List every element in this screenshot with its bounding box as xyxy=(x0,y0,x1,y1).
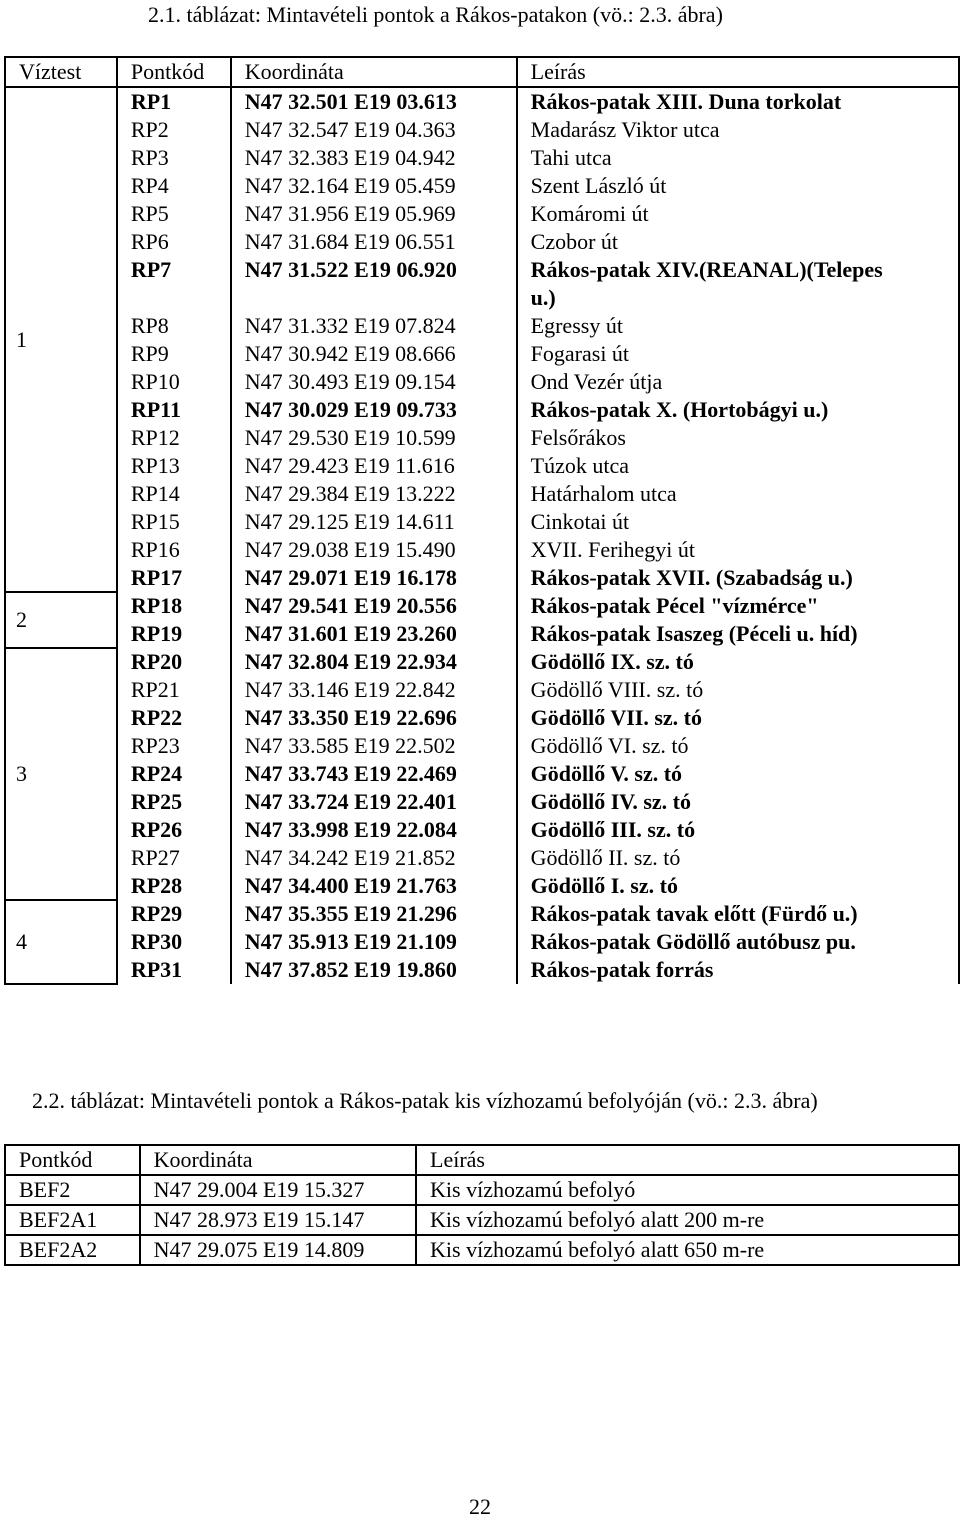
coordinate-cell: N47 29.530 E19 10.599 xyxy=(231,424,517,452)
description-cell xyxy=(517,900,959,928)
coordinate-cell: N47 33.724 E19 22.401 xyxy=(231,788,517,816)
description-text: Rákos-patak forrás xyxy=(530,957,714,982)
description-text: Gödöllő VII. sz. tó xyxy=(530,705,703,730)
coordinate-cell: N47 29.541 E19 20.556 xyxy=(231,592,517,620)
point-code-cell: BEF2A2 xyxy=(5,1235,140,1265)
coordinate-cell: N47 34.400 E19 21.763 xyxy=(231,872,517,900)
description-text: Felsőrákos xyxy=(530,425,626,450)
description-text: Rákos-patak Pécel "vízmérce" xyxy=(530,593,819,618)
description-cell xyxy=(517,928,959,956)
coordinate-cell: N47 33.998 E19 22.084 xyxy=(231,816,517,844)
coordinate-cell: N47 30.493 E19 09.154 xyxy=(231,368,517,396)
description-cell xyxy=(517,844,959,872)
description-cell xyxy=(517,592,959,620)
description-cell xyxy=(517,256,959,312)
coordinate-cell: N47 33.350 E19 22.696 xyxy=(231,704,517,732)
table-row xyxy=(5,116,959,144)
coordinate-cell: N47 29.071 E19 16.178 xyxy=(231,564,517,592)
description-text: Gödöllő V. sz. tó xyxy=(530,761,683,786)
description-cell xyxy=(517,340,959,368)
table2-caption: 2.2. táblázat: Mintavételi pontok a Rákos-patak kis vízhozamú befolyóján (vö.: 2.3. ábra) xyxy=(32,1088,818,1113)
point-code-cell: RP13 xyxy=(117,452,231,480)
waterbody-cell: 4 xyxy=(5,900,117,984)
point-code-cell: RP16 xyxy=(117,536,231,564)
point-code-cell: RP2 xyxy=(117,116,231,144)
description-cell xyxy=(517,116,959,144)
table-row xyxy=(5,816,959,844)
description-cell xyxy=(517,816,959,844)
point-code-cell: RP24 xyxy=(117,760,231,788)
coordinate-cell: N47 29.075 E19 14.809 xyxy=(140,1235,416,1265)
column-header: Pontkód xyxy=(117,57,231,87)
waterbody-cell: 2 xyxy=(5,592,117,648)
table-row xyxy=(5,87,959,116)
point-code-cell: RP6 xyxy=(117,228,231,256)
table-row xyxy=(5,872,959,900)
description-text: Rákos-patak XVII. (Szabadság u.) xyxy=(530,565,853,590)
column-header: Pontkód xyxy=(5,1145,140,1175)
table1-caption: 2.1. táblázat: Mintavételi pontok a Rákos-patakon (vö.: 2.3. ábra) xyxy=(148,2,723,27)
coordinate-cell: N47 32.501 E19 03.613 xyxy=(231,87,517,116)
point-code-cell: RP25 xyxy=(117,788,231,816)
description-cell xyxy=(517,872,959,900)
point-code-cell: RP23 xyxy=(117,732,231,760)
description-text: Gödöllő IX. sz. tó xyxy=(530,649,694,674)
table-row xyxy=(5,732,959,760)
coordinate-cell: N47 28.973 E19 15.147 xyxy=(140,1205,416,1235)
table-row xyxy=(5,788,959,816)
description-text: Gödöllő II. sz. tó xyxy=(530,845,681,870)
coordinate-cell: N47 37.852 E19 19.860 xyxy=(231,956,517,984)
table-row xyxy=(5,900,959,928)
coordinate-cell: N47 35.355 E19 21.296 xyxy=(231,900,517,928)
description-text: Gödöllő IV. sz. tó xyxy=(530,789,692,814)
point-code-cell: RP5 xyxy=(117,200,231,228)
table-row xyxy=(5,648,959,676)
coordinate-cell: N47 31.684 E19 06.551 xyxy=(231,228,517,256)
table-row xyxy=(5,956,959,984)
description-text: Rákos-patak X. (Hortobágyi u.) xyxy=(530,397,829,422)
point-code-cell: RP28 xyxy=(117,872,231,900)
table-row xyxy=(5,144,959,172)
coordinate-cell: N47 29.384 E19 13.222 xyxy=(231,480,517,508)
description-cell xyxy=(517,452,959,480)
table-row xyxy=(5,396,959,424)
point-code-cell: RP30 xyxy=(117,928,231,956)
description-cell xyxy=(517,508,959,536)
coordinate-cell: N47 31.601 E19 23.260 xyxy=(231,620,517,648)
table-row xyxy=(5,424,959,452)
description-cell: Kis vízhozamú befolyó alatt 650 m-re xyxy=(416,1235,959,1265)
description-cell xyxy=(517,480,959,508)
coordinate-cell: N47 32.547 E19 04.363 xyxy=(231,116,517,144)
description-cell xyxy=(517,704,959,732)
table-header-row xyxy=(5,1145,959,1175)
table-row xyxy=(5,844,959,872)
coordinate-cell: N47 29.004 E19 15.327 xyxy=(140,1175,416,1205)
table-row xyxy=(5,368,959,396)
description-text: XVII. Ferihegyi út xyxy=(530,537,696,562)
point-code-cell: BEF2A1 xyxy=(5,1205,140,1235)
table-row xyxy=(5,760,959,788)
description-text: Komáromi út xyxy=(530,201,649,226)
description-cell xyxy=(517,228,959,256)
coordinate-cell: N47 29.125 E19 14.611 xyxy=(231,508,517,536)
point-code-cell: RP21 xyxy=(117,676,231,704)
point-code-cell: RP29 xyxy=(117,900,231,928)
description-cell xyxy=(517,424,959,452)
coordinate-cell: N47 33.146 E19 22.842 xyxy=(231,676,517,704)
point-code-cell: RP3 xyxy=(117,144,231,172)
point-code-cell: BEF2 xyxy=(5,1175,140,1205)
description-text: Cinkotai út xyxy=(530,509,630,534)
coordinate-cell: N47 33.585 E19 22.502 xyxy=(231,732,517,760)
column-header: Víztest xyxy=(5,57,117,87)
description-text: Gödöllő VI. sz. tó xyxy=(530,733,689,758)
coordinate-cell: N47 30.942 E19 08.666 xyxy=(231,340,517,368)
description-cell xyxy=(517,620,959,648)
table-row xyxy=(5,508,959,536)
description-cell xyxy=(517,676,959,704)
description-text: Szent László út xyxy=(530,173,667,198)
description-cell xyxy=(517,648,959,676)
coordinate-cell: N47 34.242 E19 21.852 xyxy=(231,844,517,872)
description-text: Gödöllő I. sz. tó xyxy=(530,873,678,898)
coordinate-cell: N47 29.423 E19 11.616 xyxy=(231,452,517,480)
description-text: Túzok utca xyxy=(530,453,630,478)
description-cell xyxy=(517,200,959,228)
table-row xyxy=(5,676,959,704)
column-header: Leírás xyxy=(416,1145,959,1175)
point-code-cell: RP9 xyxy=(117,340,231,368)
column-header: Koordináta xyxy=(140,1145,416,1175)
waterbody-cell: 3 xyxy=(5,648,117,900)
table-row xyxy=(5,620,959,648)
table-row xyxy=(5,536,959,564)
page-number: 22 xyxy=(469,1494,491,1519)
column-header: Koordináta xyxy=(231,57,517,87)
coordinate-cell: N47 29.038 E19 15.490 xyxy=(231,536,517,564)
description-cell xyxy=(517,396,959,424)
table-row xyxy=(5,564,959,592)
table-row xyxy=(5,200,959,228)
description-text: Czobor út xyxy=(530,229,619,254)
column-header: Leírás xyxy=(517,57,959,87)
description-cell: Kis vízhozamú befolyó xyxy=(416,1175,959,1205)
coordinate-cell: N47 32.383 E19 04.942 xyxy=(231,144,517,172)
description-cell xyxy=(517,536,959,564)
description-cell xyxy=(517,144,959,172)
table-row xyxy=(5,452,959,480)
description-cell xyxy=(517,368,959,396)
point-code-cell: RP31 xyxy=(117,956,231,984)
description-cell xyxy=(517,172,959,200)
point-code-cell: RP20 xyxy=(117,648,231,676)
tributary-points-table xyxy=(4,1144,960,1266)
description-text: Rákos-patak XIV.(REANAL)(Telepes xyxy=(530,257,883,282)
description-cell xyxy=(517,87,959,116)
coordinate-cell: N47 35.913 E19 21.109 xyxy=(231,928,517,956)
point-code-cell: RP17 xyxy=(117,564,231,592)
point-code-cell: RP7 xyxy=(117,256,231,312)
description-text: Madarász Viktor utca xyxy=(530,117,720,142)
point-code-cell: RP27 xyxy=(117,844,231,872)
table-row xyxy=(5,928,959,956)
description-text: Gödöllő VIII. sz. tó xyxy=(530,677,704,702)
waterbody-cell: 1 xyxy=(5,87,117,592)
coordinate-cell: N47 31.332 E19 07.824 xyxy=(231,312,517,340)
description-text: Rákos-patak Isaszeg (Péceli u. híd) xyxy=(530,621,858,646)
point-code-cell: RP12 xyxy=(117,424,231,452)
coordinate-cell: N47 31.522 E19 06.920 xyxy=(231,256,517,312)
description-cell xyxy=(517,312,959,340)
table-row xyxy=(5,228,959,256)
description-text: Tahi utca xyxy=(530,145,612,170)
table-row xyxy=(5,1175,959,1205)
point-code-cell: RP26 xyxy=(117,816,231,844)
table-row xyxy=(5,340,959,368)
point-code-cell: RP4 xyxy=(117,172,231,200)
description-cell xyxy=(517,956,959,984)
description-text: Ond Vezér útja xyxy=(530,369,663,394)
description-text-continued: u.) xyxy=(530,285,556,310)
table-row xyxy=(5,480,959,508)
point-code-cell: RP18 xyxy=(117,592,231,620)
point-code-cell: RP14 xyxy=(117,480,231,508)
table-row xyxy=(5,1235,959,1265)
point-code-cell: RP22 xyxy=(117,704,231,732)
coordinate-cell: N47 33.743 E19 22.469 xyxy=(231,760,517,788)
table-row xyxy=(5,312,959,340)
sampling-points-table xyxy=(4,56,960,985)
description-cell: Kis vízhozamú befolyó alatt 200 m-re xyxy=(416,1205,959,1235)
coordinate-cell: N47 30.029 E19 09.733 xyxy=(231,396,517,424)
coordinate-cell: N47 31.956 E19 05.969 xyxy=(231,200,517,228)
coordinate-cell: N47 32.164 E19 05.459 xyxy=(231,172,517,200)
point-code-cell: RP11 xyxy=(117,396,231,424)
description-cell xyxy=(517,732,959,760)
point-code-cell: RP10 xyxy=(117,368,231,396)
description-text: Rákos-patak tavak előtt (Fürdő u.) xyxy=(530,901,858,926)
point-code-cell: RP8 xyxy=(117,312,231,340)
table-row xyxy=(5,256,959,312)
point-code-cell: RP15 xyxy=(117,508,231,536)
description-text: Gödöllő III. sz. tó xyxy=(530,817,696,842)
description-text: Fogarasi út xyxy=(530,341,630,366)
description-text: Határhalom utca xyxy=(530,481,677,506)
coordinate-cell: N47 32.804 E19 22.934 xyxy=(231,648,517,676)
description-text: Egressy út xyxy=(530,313,623,338)
description-cell xyxy=(517,564,959,592)
table-row xyxy=(5,172,959,200)
point-code-cell: RP19 xyxy=(117,620,231,648)
description-cell xyxy=(517,788,959,816)
description-cell xyxy=(517,760,959,788)
table-row xyxy=(5,592,959,620)
table-header-row xyxy=(5,57,959,87)
table-row xyxy=(5,704,959,732)
point-code-cell: RP1 xyxy=(117,87,231,116)
table-row xyxy=(5,1205,959,1235)
description-text: Rákos-patak XIII. Duna torkolat xyxy=(530,89,842,114)
description-text: Rákos-patak Gödöllő autóbusz pu. xyxy=(530,929,856,954)
